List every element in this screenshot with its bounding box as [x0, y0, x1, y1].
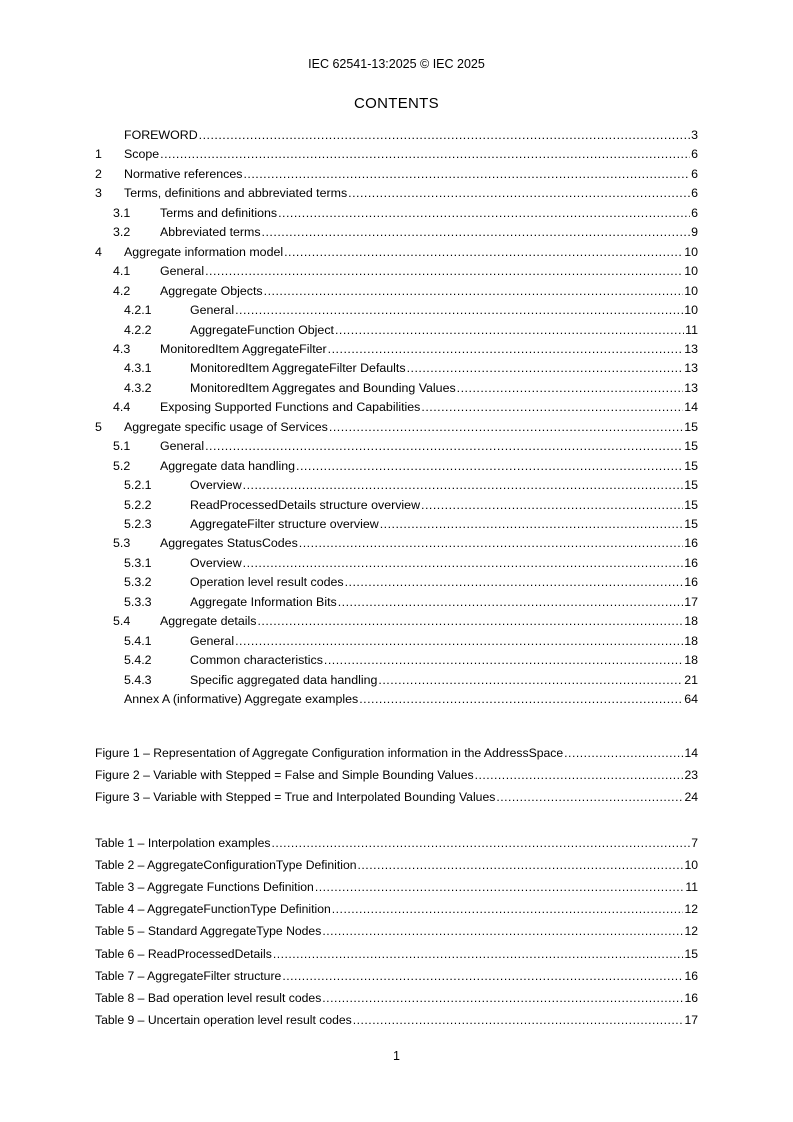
dot-leader — [380, 516, 684, 532]
toc-entry-title: Aggregate details — [160, 614, 257, 629]
dot-leader — [322, 923, 683, 939]
dot-leader — [378, 672, 683, 688]
toc-entry-title: Abbreviated terms — [160, 225, 261, 240]
dot-leader — [205, 263, 683, 279]
toc-entry[interactable] — [95, 185, 698, 201]
toc-entry[interactable] — [95, 341, 698, 357]
dot-leader — [457, 380, 684, 396]
toc-entry-number: 5.4.3 — [124, 672, 152, 687]
toc-entry[interactable] — [95, 555, 698, 571]
page-title: CONTENTS — [354, 95, 439, 112]
toc-entry-number: 3.1 — [113, 205, 131, 220]
dot-leader — [496, 789, 683, 805]
toc-entry-page: 10 — [684, 244, 698, 259]
figures-entry-page: 23 — [684, 768, 698, 782]
toc-entry-title: General — [160, 264, 205, 279]
dot-leader — [353, 1012, 684, 1028]
toc-entry-page: 16 — [684, 536, 698, 551]
toc-entry-number: 5 — [95, 419, 102, 434]
toc-entry-page: 15 — [684, 458, 698, 473]
toc-entry-title: Aggregate information model — [124, 244, 284, 259]
figures-entry[interactable] — [95, 767, 698, 783]
toc-entry-title: General — [160, 439, 205, 454]
toc-entry[interactable] — [95, 360, 698, 376]
toc-entry-number: 4.3 — [113, 341, 131, 356]
dot-leader — [282, 968, 683, 984]
tables-entry-title: Table 6 – ReadProcessedDetails — [95, 946, 272, 961]
toc-entry-title: MonitoredItem AggregateFilter — [160, 341, 327, 356]
figures-entry-title: Figure 3 – Variable with Stepped = True and Interpolated Bounding Values — [95, 790, 496, 804]
toc-entry-title: Terms and definitions — [160, 205, 278, 220]
toc-entry-page: 6 — [691, 186, 698, 201]
toc-entry-page: 11 — [685, 322, 698, 337]
toc-entry-page: 16 — [684, 555, 698, 570]
dot-leader — [284, 244, 683, 260]
dot-leader — [235, 302, 683, 318]
dot-leader — [257, 613, 683, 629]
toc-entry-title: AggregateFunction Object — [190, 322, 334, 337]
tables-entry-title: Table 9 – Uncertain operation level result codes — [95, 1012, 352, 1027]
dot-leader — [273, 946, 684, 962]
toc-entry-page: 16 — [684, 575, 698, 590]
toc-entry-page: 15 — [684, 497, 698, 512]
dot-leader — [421, 497, 683, 513]
tables-entry[interactable] — [95, 857, 698, 873]
dot-leader — [335, 322, 684, 338]
dot-leader — [338, 594, 683, 610]
figures-entry[interactable] — [95, 789, 698, 805]
dot-leader — [359, 691, 683, 707]
toc-entry[interactable] — [95, 302, 698, 318]
figures-entry[interactable] — [95, 745, 698, 761]
toc-entry-title: General — [190, 303, 235, 318]
toc-entry[interactable] — [95, 535, 698, 551]
toc-entry-title: MonitoredItem AggregateFilter Defaults — [190, 361, 406, 376]
toc-entry-title: Common characteristics — [190, 653, 323, 668]
figures-entry-page: 24 — [684, 790, 698, 804]
toc-entry-page: 6 — [691, 147, 698, 162]
document-header: IEC 62541-13:2025 © IEC 2025 — [308, 57, 485, 71]
toc-entry-number: 5.2 — [113, 458, 131, 473]
toc-entry-number: 5.1 — [113, 439, 131, 454]
toc-entry[interactable] — [95, 146, 698, 162]
toc-entry-page: 15 — [684, 517, 698, 531]
toc-entry-number: 5.3 — [113, 536, 131, 551]
toc-entry[interactable] — [95, 419, 698, 435]
toc-entry[interactable] — [95, 672, 698, 688]
toc-entry-page: 18 — [684, 653, 698, 668]
figures-entry-title: Figure 1 – Representation of Aggregate Configuration information in the AddressSpace — [95, 746, 564, 760]
toc-entry-number: 4.1 — [113, 264, 131, 279]
toc-entry-title: Normative references — [124, 166, 243, 181]
toc-entry-title: Terms, definitions and abbreviated terms — [124, 186, 348, 201]
toc-entry[interactable] — [95, 497, 698, 513]
dot-leader — [407, 360, 684, 376]
tables-entry[interactable] — [95, 1012, 698, 1028]
toc-entry-title: Specific aggregated data handling — [190, 672, 378, 687]
toc-entry-title: Aggregate Information Bits — [190, 594, 337, 609]
toc-entry-title: AggregateFilter structure overview — [190, 517, 379, 531]
dot-leader — [243, 477, 684, 493]
tables-entry-page: 15 — [684, 946, 698, 961]
dot-leader — [299, 535, 683, 551]
dot-leader — [475, 767, 684, 783]
tables-entry-title: Table 5 – Standard AggregateType Nodes — [95, 924, 322, 939]
toc-entry-title: Exposing Supported Functions and Capabilities — [160, 400, 421, 415]
toc-entry[interactable] — [95, 166, 698, 182]
tables-entry[interactable] — [95, 990, 698, 1006]
toc-entry-number: 3.2 — [113, 225, 131, 240]
toc-entry[interactable] — [95, 127, 698, 143]
tables-entry[interactable] — [95, 879, 698, 895]
toc-entry-title: Aggregates StatusCodes — [160, 536, 298, 551]
toc-entry-title: Aggregate Objects — [160, 283, 263, 298]
toc-entry-title: Operation level result codes — [190, 575, 344, 590]
tables-entry-title: Table 2 – AggregateConfigurationType Definition — [95, 858, 357, 873]
page-number: 1 — [393, 1049, 400, 1063]
dot-leader — [564, 745, 683, 761]
figures-entry-page: 14 — [684, 746, 698, 760]
toc-entry-page: 6 — [691, 166, 698, 181]
toc-entry-number: 4.2.2 — [124, 322, 152, 337]
toc-entry[interactable] — [95, 438, 698, 454]
tables-entry[interactable] — [95, 835, 698, 851]
toc-entry-page: 3 — [691, 128, 698, 142]
dot-leader — [264, 283, 684, 299]
toc-entry[interactable] — [95, 574, 698, 590]
dot-leader — [358, 857, 684, 873]
dot-leader — [348, 185, 690, 201]
toc-entry[interactable] — [95, 516, 698, 532]
toc-entry-page: 13 — [684, 380, 698, 395]
toc-entry-number: 4.2.1 — [124, 303, 152, 318]
toc-entry[interactable] — [95, 322, 698, 338]
dot-leader — [243, 555, 684, 571]
toc-entry-page: 15 — [684, 439, 698, 454]
tables-entry[interactable] — [95, 923, 698, 939]
tables-entry-title: Table 4 – AggregateFunctionType Definition — [95, 902, 331, 917]
dot-leader — [315, 879, 685, 895]
tables-entry[interactable] — [95, 901, 698, 917]
toc-entry-page: 18 — [684, 614, 698, 629]
dot-leader — [271, 835, 690, 851]
toc-entry-page: 14 — [684, 400, 698, 415]
toc-entry-title: ReadProcessedDetails structure overview — [190, 497, 421, 512]
tables-entry-page: 7 — [691, 836, 698, 850]
tables-entry-page: 17 — [684, 1012, 698, 1027]
toc-entry-page: 6 — [691, 205, 698, 220]
toc-entry-number: 5.4 — [113, 614, 131, 629]
dot-leader — [345, 574, 684, 590]
toc-entry-number: 5.2.3 — [124, 517, 152, 531]
toc-entry-number: 5.4.1 — [124, 633, 152, 648]
figures-entry-title: Figure 2 – Variable with Stepped = False and Simple Bounding Values — [95, 768, 474, 782]
dot-leader — [262, 224, 691, 240]
toc-entry[interactable] — [95, 380, 698, 396]
dot-leader — [199, 127, 690, 143]
toc-entry-title: Overview — [190, 478, 242, 493]
toc-entry-page: 15 — [684, 419, 698, 434]
toc-entry-number: 2 — [95, 166, 102, 181]
toc-entry-number: 4.2 — [113, 283, 131, 298]
toc-entry-number: 5.2.2 — [124, 497, 152, 512]
toc-entry-number: 1 — [95, 147, 102, 162]
toc-entry-page: 10 — [684, 264, 698, 279]
tables-entry[interactable] — [95, 946, 698, 962]
toc-entry[interactable] — [95, 205, 698, 221]
toc-entry-page: 9 — [691, 225, 698, 240]
tables-entry-title: Table 8 – Bad operation level result codes — [95, 990, 322, 1005]
tables-entry-page: 16 — [684, 990, 698, 1005]
toc-entry-title: FOREWORD — [124, 128, 198, 142]
tables-entry-page: 10 — [684, 858, 698, 873]
tables-entry-page: 16 — [684, 968, 698, 983]
toc-entry[interactable] — [95, 613, 698, 629]
toc-entry[interactable] — [95, 263, 698, 279]
toc-entry-number: 4.3.2 — [124, 380, 152, 395]
toc-entry[interactable] — [95, 283, 698, 299]
toc-entry[interactable] — [95, 399, 698, 415]
tables-entry-page: 12 — [684, 924, 698, 939]
dot-leader — [421, 399, 683, 415]
toc-entry[interactable] — [95, 691, 698, 707]
toc-entry-number: 5.2.1 — [124, 478, 152, 493]
toc-entry-title: Scope — [124, 147, 160, 162]
toc-entry[interactable] — [95, 458, 698, 474]
toc-entry-title: MonitoredItem Aggregates and Bounding Values — [190, 380, 456, 395]
toc-entry-number: 3 — [95, 186, 102, 201]
toc-entry-number: 5.3.3 — [124, 594, 152, 609]
toc-entry-number: 4 — [95, 244, 102, 259]
toc-entry-number: 5.3.2 — [124, 575, 152, 590]
toc-entry-title: Aggregate data handling — [160, 458, 296, 473]
dot-leader — [332, 901, 684, 917]
dot-leader — [296, 458, 683, 474]
toc-entry[interactable] — [95, 594, 698, 610]
toc-entry-number: 5.4.2 — [124, 653, 152, 668]
toc-entry[interactable] — [95, 477, 698, 493]
toc-entry-page: 10 — [684, 303, 698, 318]
toc-entry-title: General — [190, 633, 235, 648]
tables-entry-page: 11 — [685, 880, 698, 895]
dot-leader — [243, 166, 690, 182]
dot-leader — [278, 205, 690, 221]
dot-leader — [324, 652, 683, 668]
toc-entry-page: 17 — [684, 594, 698, 609]
toc-entry[interactable] — [95, 652, 698, 668]
toc-entry-number: 4.4 — [113, 400, 131, 415]
dot-leader — [205, 438, 683, 454]
toc-entry-title: Annex A (informative) Aggregate examples — [124, 692, 359, 707]
dot-leader — [329, 419, 683, 435]
tables-entry[interactable] — [95, 968, 698, 984]
tables-entry-page: 12 — [684, 902, 698, 917]
dot-leader — [160, 146, 690, 162]
toc-entry-page: 13 — [684, 361, 698, 376]
toc-entry-page: 15 — [684, 478, 698, 493]
dot-leader — [322, 990, 683, 1006]
toc-entry-title: Aggregate specific usage of Services — [124, 419, 328, 434]
toc-entry-page: 13 — [684, 341, 698, 356]
tables-entry-title: Table 7 – AggregateFilter structure — [95, 968, 282, 983]
tables-entry-title: Table 3 – Aggregate Functions Definition — [95, 880, 314, 895]
toc-entry-page: 18 — [684, 633, 698, 648]
toc-entry-number: 4.3.1 — [124, 361, 152, 376]
toc-entry[interactable] — [95, 633, 698, 649]
dot-leader — [328, 341, 684, 357]
dot-leader — [235, 633, 683, 649]
toc-entry-page: 21 — [684, 672, 698, 687]
toc-entry[interactable] — [95, 244, 698, 260]
toc-entry-page: 64 — [684, 692, 698, 707]
toc-entry-page: 10 — [684, 283, 698, 298]
toc-entry-title: Overview — [190, 555, 242, 570]
tables-entry-title: Table 1 – Interpolation examples — [95, 836, 271, 850]
toc-entry[interactable] — [95, 224, 698, 240]
toc-entry-number: 5.3.1 — [124, 555, 152, 570]
